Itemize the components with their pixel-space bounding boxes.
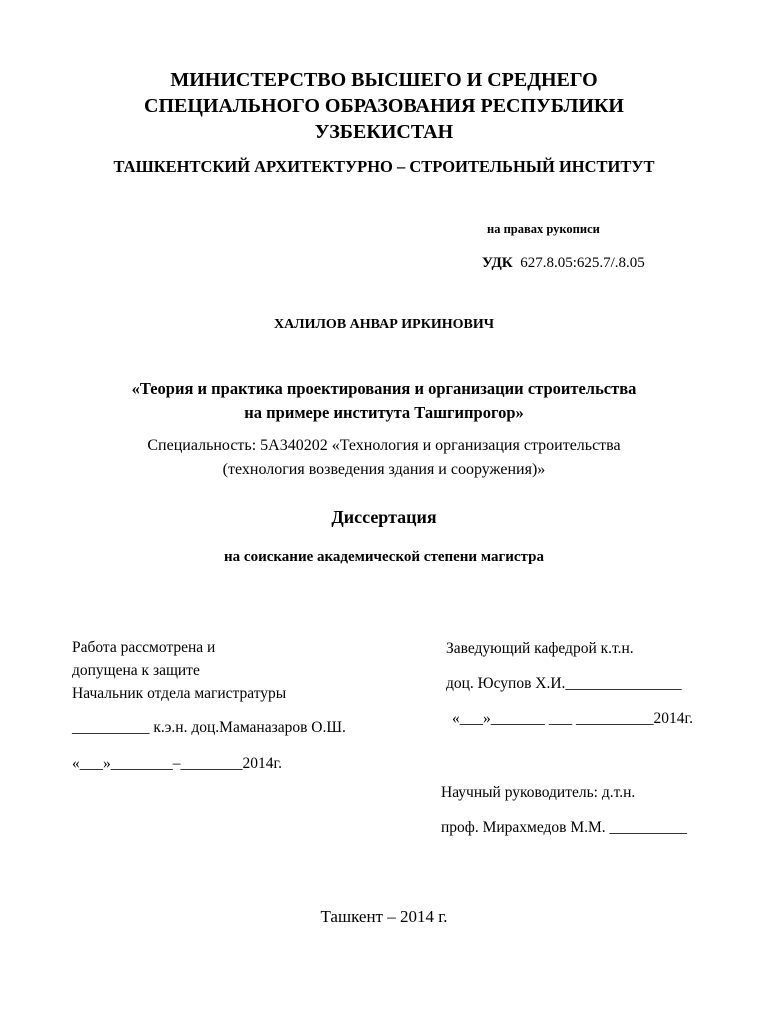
head-of-department-signature-line: доц. Юсупов Х.И._______________ [446, 675, 682, 692]
approval-line-3: Начальник отдела магистратуры [72, 685, 287, 702]
ministry-line-1: МИНИСТЕРСТВО ВЫСШЕГО И СРЕДНЕГО [170, 69, 598, 91]
master-dept-date-line: «___»________–________2014г. [72, 755, 282, 772]
specialty-line-1: Специальность: 5А340202 «Технология и организация строительства [147, 437, 621, 454]
manuscript-rights-note: на правах рукописи [487, 222, 600, 236]
approval-line-2: допущена к защите [72, 662, 200, 679]
scientific-advisor-title: Научный руководитель: д.т.н. [441, 784, 636, 801]
thesis-topic-line-1: «Теория и практика проектирования и организации строительства [131, 379, 637, 398]
scientific-advisor-signature-line: проф. Мирахмедов М.М. __________ [441, 819, 688, 836]
udk-line [482, 256, 645, 271]
thesis-topic-line-2: на примере института Ташгипрогор» [244, 403, 524, 422]
head-of-department-title: Заведующий кафедрой к.т.н. [446, 640, 634, 657]
master-dept-signature-line: __________ к.э.н. доц.Маманазаров О.Ш. [72, 719, 346, 736]
udk-label: УДК [482, 255, 513, 271]
document-type-heading: Диссертация [331, 507, 437, 527]
city-and-year: Ташкент – 2014 г. [320, 907, 448, 926]
ministry-line-3: УЗБЕКИСТАН [314, 121, 454, 143]
institute-name: ТАШКЕНТСКИЙ АРХИТЕКТУРНО – СТРОИТЕЛЬНЫЙ ИНСТИТУТ [113, 157, 655, 176]
udk-value: 627.8.05:625.7/.8.05 [520, 255, 645, 271]
ministry-line-2: СПЕЦИАЛЬНОГО ОБРАЗОВАНИЯ РЕСПУБЛИКИ [144, 95, 624, 117]
degree-line: на соискание академической степени магистра [224, 549, 544, 565]
specialty-line-2: (технология возведения здания и сооружения)» [222, 461, 546, 478]
author-name: ХАЛИЛОВ АНВАР ИРКИНОВИЧ [273, 317, 495, 332]
head-of-department-date-line: «___»_______ ___ __________2014г. [452, 710, 693, 727]
approval-line-1: Работа рассмотрена и [72, 639, 216, 656]
